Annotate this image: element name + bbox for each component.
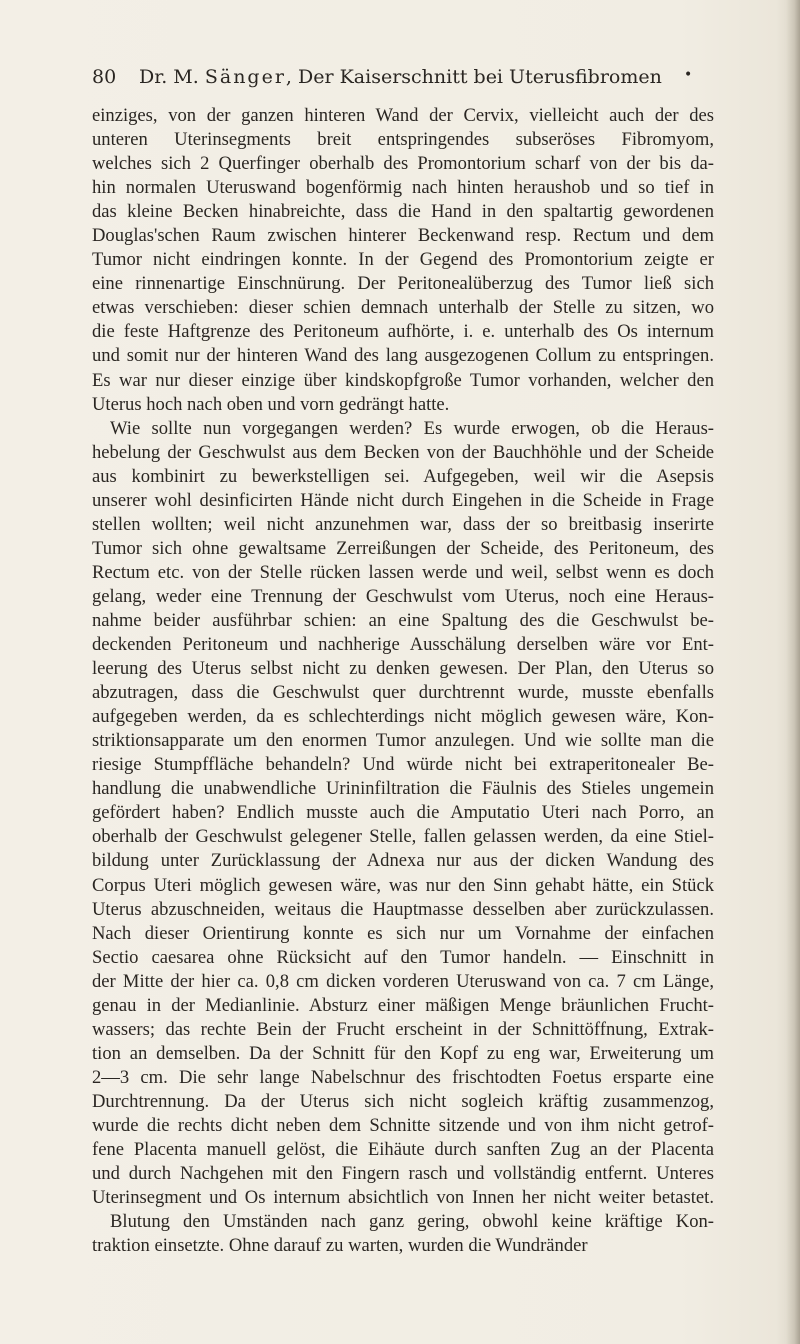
bullet-mark: • [684,67,693,83]
text-line: genau in der Medianlinie. Absturz einer mäßigen Menge bräunlichen Frucht- [92,994,714,1016]
text-line: aufgegeben werden, da es schlechterdings nicht möglich gewesen wäre, Kon- [92,706,714,728]
page-edge-shadow [786,0,800,1344]
text-line: hin normalen Uteruswand bogenförmig nach hinten heraushob und so tief in [92,177,714,199]
text-line: das kleine Becken hinabreichte, dass die Hand in den spaltartig gewordenen [92,201,714,223]
text-line: handlung die unabwendliche Urininfiltration die Fäulnis des Stieles ungemein [92,778,714,800]
running-head-author-name: Sänger [204,66,286,88]
text-line: traktion einsetzte. Ohne darauf zu warten, wurden die Wundränder [92,1235,588,1257]
text-line: eine rinnenartige Einschnürung. Der Peritonealüberzug des Tumor ließ sich [92,273,714,295]
text-line: Durchtrennung. Da der Uterus sich nicht sogleich kräftig zusammenzog, [92,1090,714,1112]
page-header [92,62,712,92]
text-line: unteren Uterinsegments breit entspringendes subseröses Fibromyom, [92,129,714,151]
text-line: der Mitte der hier ca. 0,8 cm dicken vorderen Uteruswand von ca. 7 cm Länge, [92,970,714,992]
text-line: deckenden Peritoneum und nachherige Ausschälung derselben wäre vor Ent- [92,634,714,656]
running-head [139,62,662,92]
text-line: Sectio caesarea ohne Rücksicht auf den Tumor handeln. — Einschnitt in [92,946,714,968]
text-line: wurde die rechts dicht neben dem Schnitte sitzende und von ihm nicht getrof- [92,1114,714,1136]
text-line: Nach dieser Orientirung konnte es sich nur um Vornahme der einfachen [92,922,714,944]
running-head-title: , Der Kaiserschnitt bei Uterusfibromen [285,66,662,88]
text-line: Es war nur dieser einzige über kindskopfgroße Tumor vorhanden, welcher den [92,369,714,391]
text-line: die feste Haftgrenze des Peritoneum aufhörte, i. e. unterhalb des Os internum [92,321,714,343]
text-line: und somit nur der hinteren Wand des lang ausgezogenen Collum zu entspringen. [92,345,714,367]
text-line: und durch Nachgehen mit den Fingern rasch und vollständig entfernt. Unteres [92,1163,714,1185]
text-line: einziges, von der ganzen hinteren Wand der Cervix, vielleicht auch der des [92,105,714,126]
text-line: Wie sollte nun vorgegangen werden? Es wurde erwogen, ob die Heraus- [110,417,714,439]
text-line: nahme beider ausführbar schien: an eine Spaltung des die Geschwulst be- [92,609,714,631]
text-line: Uterinsegment und Os internum absichtlich von Innen her nicht weiter betastet. [92,1187,714,1209]
text-line: Corpus Uteri möglich gewesen wäre, was nur den Sinn gehabt hätte, ein Stück [92,874,714,896]
text-line: abzutragen, dass die Geschwulst quer durchtrennt wurde, musste ebenfalls [92,682,714,704]
page-number: 80 [92,66,117,88]
text-line: gelang, weder eine Trennung der Geschwulst vom Uterus, noch eine Heraus- [92,585,714,607]
text-line: 2—3 cm. Die sehr lange Nabelschnur des frischtodten Foetus ersparte eine [92,1066,714,1088]
text-line: etwas verschieben: dieser schien demnach unterhalb der Stelle zu sitzen, wo [92,297,714,319]
text-line: Blutung den Umständen nach ganz gering, obwohl keine kräftige Kon- [110,1211,714,1233]
text-line: oberhalb der Geschwulst gelegener Stelle, fallen gelassen werden, da eine Stiel- [92,826,714,848]
text-line: Tumor nicht eindringen konnte. In der Gegend des Promontorium zeigte er [92,249,714,271]
text-line: fene Placenta manuell gelöst, die Eihäute durch sanften Zug an der Placenta [92,1139,714,1161]
text-line: striktionsapparate um den enormen Tumor anzulegen. Und wie sollte man die [92,730,714,752]
text-line: Tumor sich ohne gewaltsame Zerreißungen der Scheide, des Peritoneum, des [92,537,714,559]
text-line: riesige Stumpffläche behandeln? Und würde nicht bei extraperitonealer Be- [92,754,714,776]
running-head-author-prefix: Dr. M. [139,66,205,88]
text-line: Uterus hoch nach oben und vorn gedrängt hatte. [92,393,450,415]
text-line: Uterus abzuschneiden, weitaus die Hauptmasse desselben aber zurückzulassen. [92,898,714,920]
text-line: welches sich 2 Querfinger oberhalb des Promontorium scharf von der bis da- [92,153,714,175]
text-line: unserer wohl desinficirten Hände nicht durch Eingehen in die Scheide in Frage [92,489,714,511]
text-line: leerung des Uterus selbst nicht zu denken gewesen. Der Plan, den Uterus so [92,658,714,680]
text-line: hebelung der Geschwulst aus dem Becken von der Bauchhöhle und der Scheide [92,441,714,463]
text-line: wassers; das rechte Bein der Frucht erscheint in der Schnittöffnung, Extrak- [92,1018,714,1040]
text-line: Rectum etc. von der Stelle rücken lassen werde und weil, selbst wenn es doch [92,561,714,583]
text-line: bildung unter Zurücklassung der Adnexa nur aus der dicken Wandung des [92,850,714,872]
text-line: Douglas'schen Raum zwischen hinterer Beckenwand resp. Rectum und dem [92,225,714,247]
text-line: aus kombinirt zu bewerkstelligen sei. Aufgegeben, weil wir die Asepsis [92,465,714,487]
text-line: gefördert haben? Endlich musste auch die Amputatio Uteri nach Porro, an [92,802,714,824]
text-line: tion an demselben. Da der Schnitt für den Kopf zu eng war, Erweiterung um [92,1042,714,1064]
body-text [92,104,714,1258]
text-line: stellen wollten; weil nicht anzunehmen war, dass der so breitbasig inserirte [92,513,714,535]
